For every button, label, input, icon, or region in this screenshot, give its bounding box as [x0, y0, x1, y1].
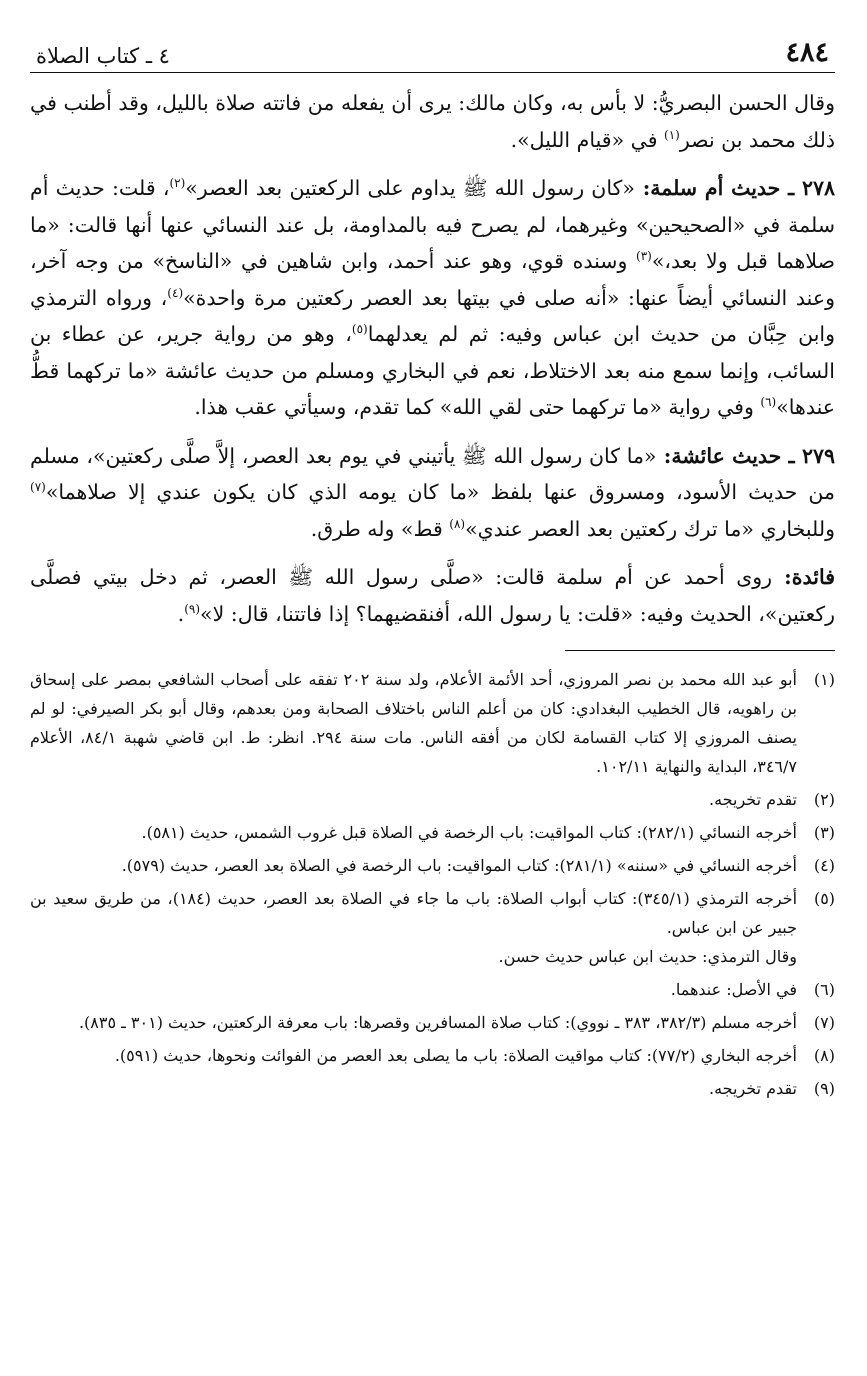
main-text [30, 85, 835, 632]
paragraph-text: روى أحمد عن أم سلمة قالت: «صلَّى رسول الله ﷺ العصر، ثم دخل بيتي فصلَّى ركعتين»، الحديث وفيه: «قلت: يا رسول الله، أفنقضيهما؟ إذا فاتتنا، قال: لا» [30, 565, 835, 626]
paragraph-text: «ما كان رسول الله ﷺ يأتيني في يوم بعد العصر، إلاَّ صلَّى ركعتين»، مسلم من حديث الأسود، ومسروق عنها بلفظ «ما كان يومه الذي كان يكون عندي إلا صلاهما» [30, 443, 835, 504]
footnote-number: (٥) [813, 889, 836, 908]
hadith-heading: فائدة: [772, 565, 835, 589]
footnote-number: (٦) [813, 980, 835, 999]
footnote-text: وقال الترمذي: حديث ابن عباس حديث حسن. [498, 947, 797, 966]
paragraph-text: . [177, 601, 185, 626]
footnote [30, 1008, 835, 1037]
page-number: ٤٨٤ [785, 37, 829, 68]
paragraph-text: «كان رسول الله ﷺ يداوم على الركعتين بعد العصر» [185, 176, 635, 200]
footnote-number: (٤) [813, 856, 835, 875]
footnote-text: أخرجه النسائي في «سننه» (٢٨١/١): كتاب المواقيت: باب الرخصة في الصلاة بعد العصر، حديث (٥٧٩). [121, 856, 797, 875]
footnote-number: (٨) [813, 1046, 835, 1065]
footnote-divider [565, 650, 835, 651]
paragraph-text: وفي رواية «ما تركهما حتى لقي الله» كما تقدم، وسيأتي عقب هذا. [194, 395, 761, 419]
paragraph-text: وقال الحسن البصريُّ: لا بأس به، وكان مالك: يرى أن يفعله من فاتته صلاة بالليل، وقد أطنب في ذلك محمد بن نصر [30, 91, 835, 152]
footnote-ref[interactable]: (٥) [351, 322, 368, 337]
paragraph-text: ، قلت: حديث أم سلمة في «الصحيحين» وغيرهما، لم يصرح فيه بالمداومة، بل عند النسائي عنها أنها قالت: «ما صلاهما قبل ولا بعد،» [30, 176, 836, 273]
page-header [30, 28, 835, 73]
footnote-text: تقدم تخريجه. [709, 790, 797, 809]
footnote-text: أخرجه الترمذي (٣٤٥/١): كتاب أبواب الصلاة: باب ما جاء في الصلاة بعد العصر، حديث (١٨٤)، من طريق سعيد بن جبير عن ابن عباس. [30, 889, 798, 937]
footnote [30, 1074, 835, 1103]
paragraph [30, 85, 835, 158]
footnote-ref[interactable]: (١) [664, 127, 680, 142]
footnote-number: (١) [813, 670, 836, 689]
paragraph [30, 170, 835, 426]
footnote-number: (٩) [813, 1079, 835, 1098]
paragraph-text: ، وهو من رواية جرير، عن عطاء بن السائب، وإنما سمع منه بعد الاختلاط، نعم في البخاري ومسلم من حديث عائشة «ما تركهما قطُّ عندها» [30, 322, 835, 419]
footnote-number: (٢) [813, 790, 835, 809]
paragraph [30, 559, 835, 632]
footnotes [30, 665, 835, 1103]
paragraph-text: قط» وله طرق. [310, 516, 450, 541]
footnote-ref[interactable]: (٣) [636, 249, 652, 264]
paragraph-text: في «قيام الليل». [510, 127, 665, 152]
footnote-number: (٣) [813, 823, 835, 842]
footnote-ref[interactable]: (٢) [169, 176, 186, 191]
book-page [30, 28, 835, 1107]
footnote [30, 851, 835, 880]
footnote-ref[interactable]: (٨) [449, 516, 466, 531]
footnote-number: (٧) [813, 1013, 835, 1032]
paragraph-text: ، ورواه الترمذي وابن حِبَّان من حديث ابن عباس وفيه: ثم لم يعدلهما [30, 285, 835, 346]
hadith-heading: ٢٧٩ ـ حديث عائشة: [656, 443, 835, 468]
footnote-text: في الأصل: عندهما. [670, 980, 797, 999]
footnote [30, 665, 835, 781]
footnote-text: أبو عبد الله محمد بن نصر المروزي، أحد الأئمة الأعلام، ولد سنة ٢٠٢ تفقه على أصحاب الشافعي بمصر على إسحاق بن راهويه، قال الخطيب البغدادي: كان من أعلم الناس باختلاف الصحابة ومن بعدهم، وقال أبو بكر الصيرفي: لو لم يصنف المروزي إلا كتاب القسامة لكان من أفقه الناس. مات سنة ٢٩٤. انظر: ط. ابن قاضي شهبة ٨٤/١، الأعلام ٣٤٦/٧، البداية والنهاية ١٠٢/١١. [30, 670, 798, 776]
footnote [30, 785, 835, 814]
footnote-text: أخرجه النسائي (٢٨٢/١): كتاب المواقيت: باب الرخصة في الصلاة قبل غروب الشمس، حديث (٥٨١). [141, 823, 797, 842]
footnote-ref[interactable]: (٦) [760, 395, 777, 410]
paragraph-text: وسنده قوي، وهو عند أحمد، وابن شاهين في «الناسخ» من وجه آخر، وعند النسائي أيضاً عنها: «أنه صلى في بيتها بعد العصر ركعتين مرة واحدة» [30, 249, 835, 310]
footnote-ref[interactable]: (٩) [184, 601, 201, 616]
footnote [30, 975, 835, 1004]
running-title: ٤ ـ كتاب الصلاة [36, 44, 170, 68]
footnote-ref[interactable]: (٤) [167, 285, 184, 300]
footnote-ref[interactable]: (٧) [30, 480, 46, 495]
footnote [30, 818, 835, 847]
footnote-text: أخرجه البخاري (٧٧/٢): كتاب مواقيت الصلاة: باب ما يصلى بعد العصر من الفوائت ونحوها، حديث (٥٩١). [114, 1046, 797, 1065]
footnote [30, 1041, 835, 1070]
paragraph-text: وللبخاري «ما ترك ركعتين بعد العصر عندي» [465, 516, 835, 541]
hadith-heading: ٢٧٨ ـ حديث أم سلمة: [634, 176, 835, 200]
paragraph [30, 438, 835, 548]
footnote [30, 884, 835, 971]
footnote-text: تقدم تخريجه. [709, 1079, 797, 1098]
footnote-text: أخرجه مسلم (٣٨٢/٣، ٣٨٣ ـ نووي): كتاب صلاة المسافرين وقصرها: باب معرفة الركعتين، حديث (٣٠١ ـ ٨٣٥). [78, 1013, 797, 1032]
